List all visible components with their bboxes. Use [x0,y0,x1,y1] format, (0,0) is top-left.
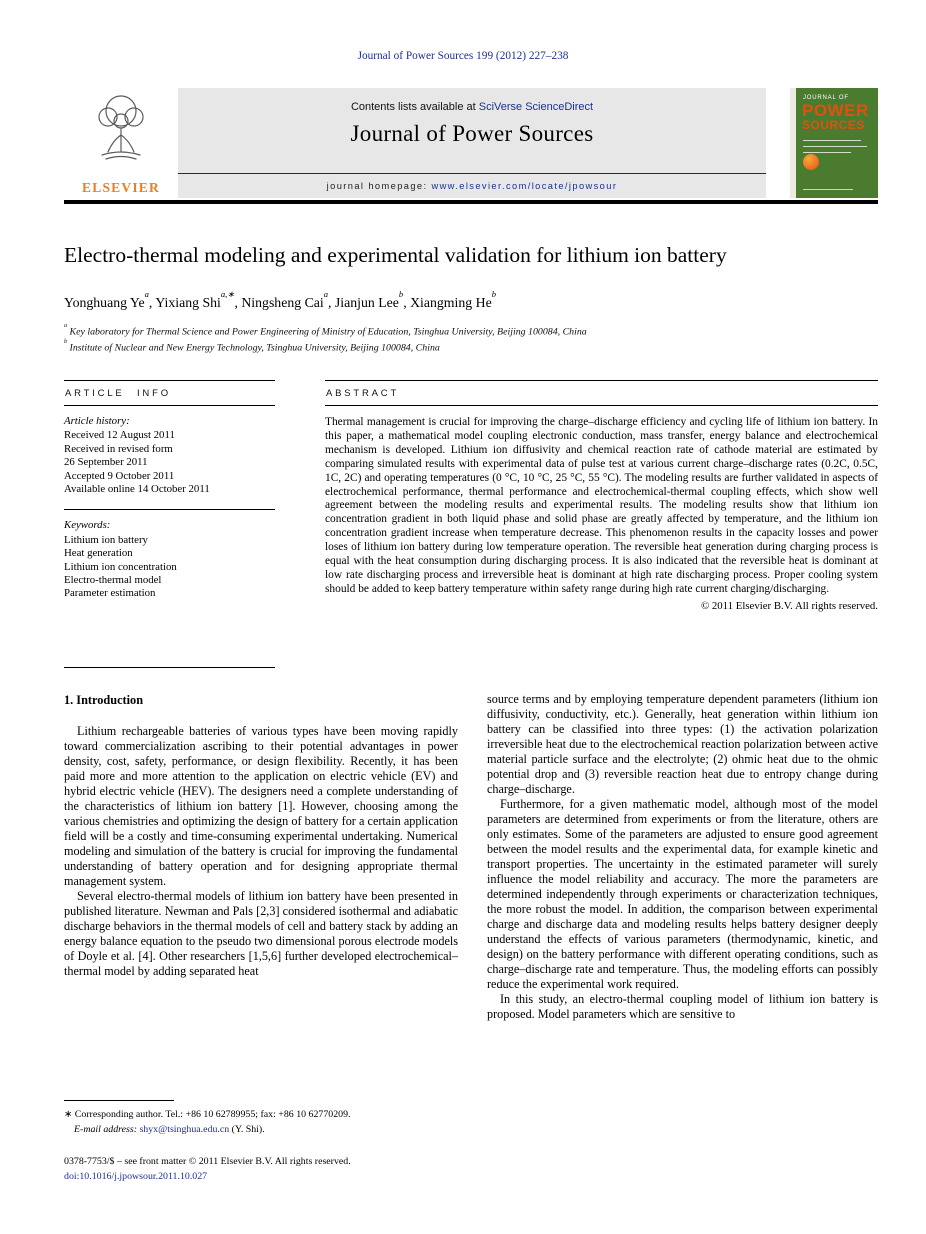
contents-line [178,88,766,113]
email-tail: (Y. Shi). [229,1123,265,1135]
journal-citation: Journal of Power Sources 199 (2012) 227–238 [357,50,569,62]
abstract-column [325,380,878,668]
body-text-section [64,692,878,1022]
elsevier-wordmark: ELSEVIER [82,180,160,195]
sciencedirect-link[interactable]: SciVerse ScienceDirect [478,101,594,113]
keyword-item: Lithium ion battery [64,533,148,546]
author: Jianjun Lee$^b$, [334,289,411,310]
cover-decor-line [803,189,853,190]
cover-orange-ball [803,154,819,170]
body-paragraph: Furthermore, for a given mathematic model, although most of the model parameters are determined from experiments or from the literature, others are only estimates. Some of the parameters are adjusted to ensure good agreement between the model results and the experimental data, for example kinetic and transport properties. The uncertainty in the estimated parameter will surely influence the model reliability and accuracy. The more the parameters are determined independently through experiments or characterization techniques, the more robust the model. In addition, the comparison between experimental charge and discharge data and modeling results helps battery designer deeply understand the effects of various parameters (thermodynamic, kinetic, and design) on the battery performance with different operating conditions, such as charge–discharge rate and temperature. Thus, the modeling efforts can possibly reduce the experimental work required. [487,797,878,991]
keyword-item: Heat generation [64,547,133,560]
article-title: Electro-thermal modeling and experimental validation for lithium ion battery [64,243,727,267]
affiliation-a: $^a$ Key laboratory for Thermal Science and Power Engineering of Ministry of Education, Tsinghua University, Beijing 100084, China [64,323,587,338]
journal-title: Journal of Power Sources [350,121,594,146]
article-info-column [64,380,275,668]
body-right-column [487,692,878,1022]
divider [64,667,275,668]
cover-power: POWER [802,101,869,120]
corresponding-author-note: ∗ Corresponding author. Tel.: +86 10 62789955; fax: +86 10 62770209. [64,1109,351,1120]
masthead [64,88,878,198]
affiliations [64,323,868,355]
cover-decor-line [803,152,851,153]
homepage-strip [178,173,766,198]
info-abstract-section [64,380,878,668]
author: Yonghuang Ye$^a$, [64,289,156,310]
abstract-text: Thermal management is crucial for improving the charge–discharge efficiency and cycling life of lithium ion battery. In this paper, a mathematical model coupling electronic conduction, mass transfer, energy balance and electrochemical mechanism is developed. Lithium ion diffusivity and chemical reaction rate of cathode material are estimated by comparing simulated results with experimental data of pulse test at various current charge–discharge rates (0.2C, 0.5C, 1C, 2C) and operating temperatures (0 °C, 10 °C, 25 °C, 55 °C). The modeling results are further validated in aspects of electrochemical performance, thermal performance and electrochemical-thermal coupling effects, which show well agreement between the modeling results and experimental results. The modeling results show that lithium ion concentration gradient in both liquid phase and solid phase are greatly affected by temperature, and the lithium ion concentration gradient increase when temperature decrease. This phenomenon results in the capacity losses and power loses of lithium ion battery during low temperature operation. The reversible heat generation during charging process is equal with the heat consumption during discharging process. It is also indicated that the reversible heat is dominant at low rate discharging process and irreversible heat is dominant at high rate discharging process. Proper cooling system should be added to keep battery temperature within safety range during high rate current charging/discharging. [325,416,878,595]
footnote-rule [64,1100,174,1101]
journal-cover-thumbnail [790,88,878,198]
elsevier-logo [64,88,178,198]
history-item: Accepted 9 October 2011 [64,469,175,482]
issn-line: 0378-7753/$ – see front matter © 2011 Elsevier B.V. All rights reserved. [64,1156,351,1167]
homepage-url-link[interactable]: www.elsevier.com/locate/jpowsour [431,181,618,191]
author: Xiangming He$^b$ [410,289,496,310]
keywords [64,510,275,613]
imprint-block [64,1155,351,1184]
body-left-column [64,692,458,1022]
cover-decor-line [803,140,861,141]
homepage-label: journal homepage: [326,181,432,191]
email-note [64,1123,458,1138]
abstract-heading: ABSTRACT [326,388,400,399]
history-item: Available online 14 October 2011 [64,483,210,496]
author: Yixiang Shi$^{a,∗}$, [155,289,242,310]
section-heading-introduction: 1. Introduction [64,693,144,707]
history-label: Article history: [64,415,130,427]
elsevier-tree-icon [90,89,152,165]
doi-link[interactable]: doi:10.1016/j.jpowsour.2011.10.027 [64,1170,208,1182]
body-paragraph: source terms and by employing temperature dependent parameters (lithium ion diffusivity, conductivity, etc.). Generally, heat generation within lithium ion battery can be classified into three types: (1) the activation polarization irreversible heat due to the electrochemical reaction polarization between active material particle surface and the electrolyte; (2) ohmic heat due to the ohmic potential drop and (3) reversible reaction heat due to entropy change during charge–discharge. [487,692,878,796]
contents-prefix: Contents lists available at [350,101,479,113]
cover-spine [790,88,796,198]
keyword-item: Lithium ion concentration [64,560,177,573]
affiliation-b: $^b$ Institute of Nuclear and New Energy Technology, Tsinghua University, Beijing 100084, China [64,339,440,354]
article-info-heading: ARTICLE INFO [65,388,171,399]
cover-journal-of: JOURNAL OF [803,95,849,101]
keyword-item: Parameter estimation [64,587,156,600]
masthead-divider [64,200,878,204]
footnote-block [64,1100,458,1137]
copyright-line: © 2011 Elsevier B.V. All rights reserved. [700,599,878,612]
history-item: Received in revised form [64,442,173,455]
history-item: 26 September 2011 [64,456,148,469]
keyword-item: Electro-thermal model [64,574,162,587]
email-label: E-mail address: [74,1123,140,1135]
masthead-banner [178,88,766,198]
author: Ningsheng Cai$^a$, [241,289,335,310]
article-history [64,406,275,509]
keywords-label: Keywords: [64,519,111,532]
body-paragraph: In this study, an electro-thermal coupling model of lithium ion battery is proposed. Model parameters which are sensitive to [487,992,878,1021]
body-paragraph: Lithium rechargeable batteries of various types have been moving rapidly toward commercialization ascribing to their potential advantages in power density, cost, safety, performance, or design flexibility. Recently, it has been paid more and more attention to the application on electric vehicle (EV) and hybrid electric vehicle (HEV). The designers need a complete understanding of the characteristics of lithium ion battery [1]. However, choosing among the various chemistries and optimizing the design of battery for a certain application field will be a costly and time-consuming experimental undertaking. Numerical modeling and simulation of the battery is crucial for improving the fundamental understanding of battery operation and for designing appropriate thermal management system. [64,724,458,888]
cover-decor-line [803,146,867,147]
cover-sources: SOURCES [802,118,865,132]
body-paragraph: Several electro-thermal models of lithium ion battery have been presented in published literature. Newman and Pals [2,3] considered isothermal and adiabatic discharge behaviors in the thermal models of cell and battery stack by adding an energy balance equation to the pseudo two dimensional porous electrode models of Doyle et al. [4]. Other researchers [1,5,6] further developed electrochemical–thermal model by adding separated heat [64,889,458,978]
author-line [64,289,868,311]
email-link[interactable]: shyx@tsinghua.edu.cn [139,1123,230,1135]
history-item: Received 12 August 2011 [64,429,175,442]
